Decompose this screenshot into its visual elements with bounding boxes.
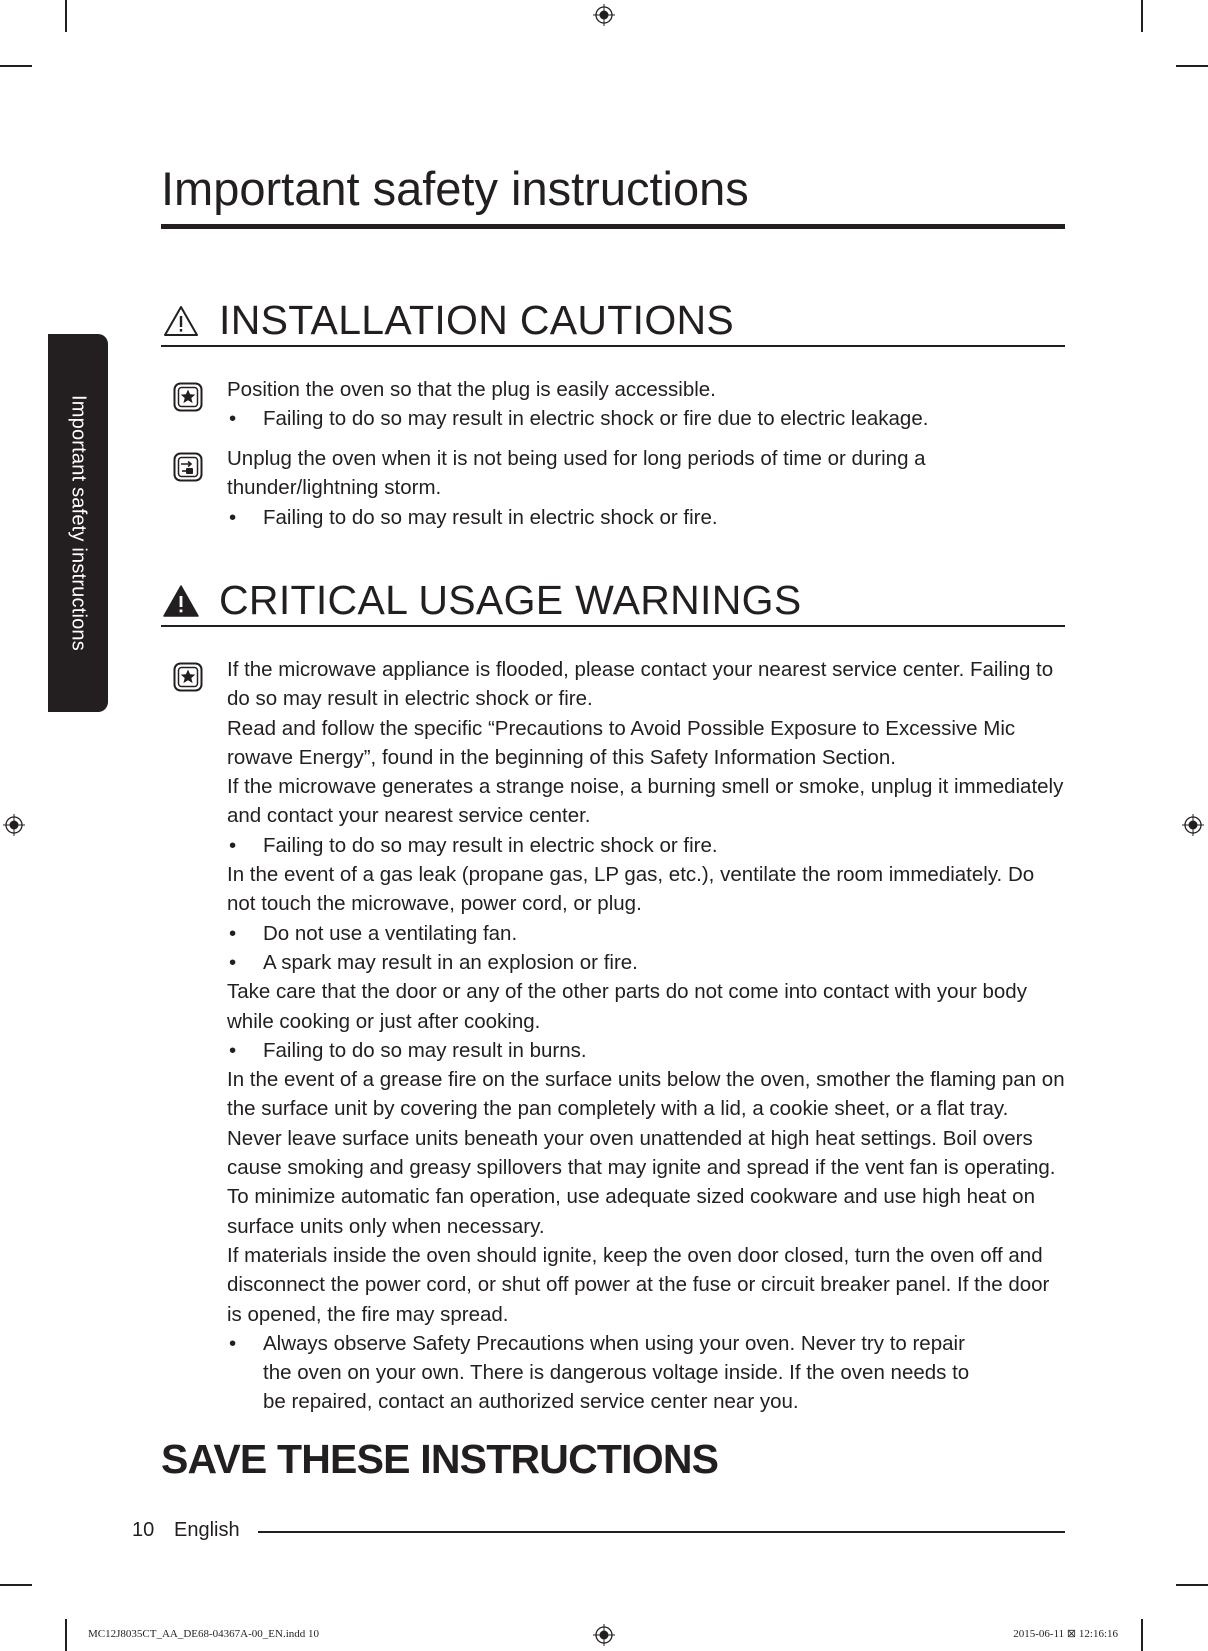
registration-mark-icon (593, 4, 615, 26)
unplug-icon (173, 452, 203, 482)
paragraph: Take care that the door or any of the other parts do not come into contact with your body while cooking or just after cooking. (227, 980, 1027, 1033)
item-text: Position the oven so that the plug is easily accessible. (227, 378, 716, 401)
star-icon (173, 662, 203, 692)
installation-item-1 (227, 375, 1065, 434)
installation-item-2 (227, 444, 1065, 532)
paragraph: In the event of a grease fire on the surface units below the oven, smother the flaming pan on the surface unit by covering the pan completely with a lid, a cookie sheet, or a flat tray. Never leave surface units beneath your oven unattended at high heat settings. Boil overs cause smoking and greasy spillovers that may ignite and spread if the vent fan is operating. To minimize automatic fan operation, use adequate sized cookware and use high heat on surface units only when necessary. (227, 1068, 1065, 1238)
page-title: Important safety instructions (161, 162, 749, 215)
crop-mark (0, 65, 32, 67)
star-icon (173, 382, 203, 412)
print-slug-timestamp: 2015-06-11 ⊠ 12:16:16 (1013, 1628, 1118, 1640)
registration-mark-icon (3, 814, 25, 836)
critical-warnings-header (161, 574, 1065, 626)
paragraph: If the microwave appliance is flooded, please contact your nearest service center. Failing to do so may result in electric shock or fire. (227, 658, 1054, 711)
caution-triangle-icon (163, 304, 199, 338)
registration-mark-icon (1182, 814, 1204, 836)
bullet-item: • A spark may result in an explosion or fire. (227, 948, 1065, 977)
bullet-item: • Failing to do so may result in electric shock or fire. (227, 503, 1065, 532)
crop-mark (1141, 1619, 1143, 1651)
critical-warnings-heading: CRITICAL USAGE WARNINGS (219, 577, 802, 623)
critical-warnings-body (227, 655, 1065, 1417)
crop-mark (0, 1584, 32, 1586)
bullet-item: • Failing to do so may result in burns. (227, 1036, 1065, 1065)
installation-cautions-heading: INSTALLATION CAUTIONS (219, 297, 735, 343)
item-text: Unplug the oven when it is not being used for long periods of time or during a thunder/lightning storm. (227, 447, 926, 500)
page-number: 10 (132, 1519, 155, 1541)
side-tab-label: Important safety instructions (67, 395, 90, 651)
installation-cautions-header (161, 294, 1065, 346)
crop-mark (65, 0, 67, 32)
paragraph: If materials inside the oven should ignite, keep the oven door closed, turn the oven off and disconnect the power cord, or shut off power at the fuse or circuit breaker panel. If the door is opened, the fire may spread. (227, 1243, 1050, 1326)
section-rule (161, 625, 1065, 627)
section-side-tab (48, 334, 108, 712)
crop-mark (1141, 0, 1143, 32)
bullet-item: • Do not use a ventilating fan. (227, 919, 1065, 948)
footer-rule (258, 1531, 1065, 1533)
crop-mark (1176, 65, 1208, 67)
title-rule (161, 224, 1065, 229)
paragraph: In the event of a gas leak (propane gas, LP gas, etc.), ventilate the room immediately. Do not touch the microwave, power cord, or plug. (227, 863, 1035, 916)
footer-language: English (174, 1519, 240, 1541)
bullet-item: • Failing to do so may result in electric shock or fire. (227, 831, 1065, 860)
paragraph: Read and follow the specific “Precautions to Avoid Possible Exposure to Excessive Mic rowave Energy”, found in the beginning of this Safety Information Section. (227, 716, 1016, 769)
crop-mark (65, 1619, 67, 1651)
crop-mark (1176, 1584, 1208, 1586)
paragraph: If the microwave generates a strange noise, a burning smell or smoke, unplug it immediately and contact your nearest service center. (227, 775, 1064, 828)
save-instructions-heading: SAVE THESE INSTRUCTIONS (161, 1436, 719, 1482)
print-slug-filename: MC12J8035CT_AA_DE68-04367A-00_EN.indd 10 (88, 1628, 319, 1640)
bullet-item: • Failing to do so may result in electric shock or fire due to electric leakage. (227, 404, 1065, 433)
bullet-item: • Always observe Safety Precautions when using your oven. Never try to repair the oven on your own. There is dangerous voltage inside. If the oven needs to be repaired, contact an authorized service center near you. (227, 1329, 1065, 1417)
warning-triangle-icon (163, 584, 199, 618)
registration-mark-icon (593, 1624, 615, 1646)
section-rule (161, 345, 1065, 347)
